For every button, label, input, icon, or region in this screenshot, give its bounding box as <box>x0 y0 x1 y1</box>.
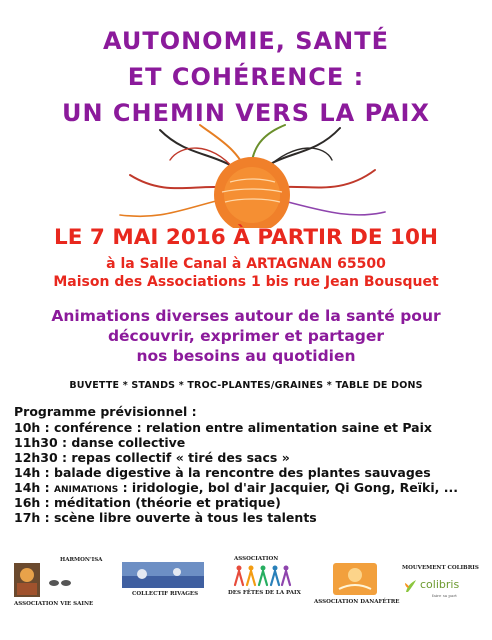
animations-list: : iridologie, bol d'air Jacquier, Qi Gong, Reïki, ... <box>118 480 458 495</box>
programme-item: 12h30 : repas collectif « tiré des sacs » <box>14 450 290 465</box>
danafetre-label: ASSOCIATION DANAFÉTRE <box>314 599 400 605</box>
colibris-tagline: faire sa part <box>432 593 457 598</box>
programme-item: 11h30 : danse collective <box>14 435 186 450</box>
title-line-2: ET COHÉRENCE : <box>127 63 365 91</box>
colibris-logo-text: colibris <box>420 578 460 591</box>
fetes-label-bottom: DES FÊTES DE LA PAIX <box>228 590 301 596</box>
programme-item: 16h : méditation (théorie et pratique) <box>14 495 281 510</box>
animations-line-1: Animations diverses autour de la santé pour <box>51 307 441 325</box>
title-line-1: AUTONOMIE, SANTÉ <box>103 27 389 55</box>
venue-line-2: Maison des Associations 1 bis rue Jean Bousquet <box>53 274 439 290</box>
colibris-bird-icon <box>404 578 418 594</box>
vie-saine-label: ASSOCIATION VIE SAINE <box>14 601 94 607</box>
sun-tendrils-illustration <box>100 120 400 228</box>
harmonisa-logo <box>14 563 76 597</box>
stands-line: BUVETTE * STANDS * TROC-PLANTES/GRAINES * TABLE DE DONS <box>69 380 423 391</box>
animations-line-3: nos besoins au quotidien <box>136 347 356 365</box>
fetes-paix-logo <box>230 563 292 587</box>
venue-line-1: à la Salle Canal à ARTAGNAN 65500 <box>106 256 386 272</box>
programme-time: 14h : <box>14 480 54 495</box>
fetes-label-top: ASSOCIATION <box>234 556 279 562</box>
rivages-logo <box>122 562 204 588</box>
harmonisa-label: HARMON'ISA <box>60 557 103 563</box>
programme-heading: Programme prévisionnel : <box>14 404 197 419</box>
event-date: LE 7 MAI 2016 À PARTIR DE 10H <box>54 225 438 250</box>
animations-line-2: découvrir, exprimer et partager <box>107 327 385 345</box>
programme-item: 17h : scène libre ouverte à tous les talents <box>14 510 317 525</box>
programme-item: 10h : conférence : relation entre alimentation saine et Paix <box>14 420 432 435</box>
danafetre-logo <box>333 563 377 595</box>
programme-item: 14h : balade digestive à la rencontre des plantes sauvages <box>14 465 431 480</box>
colibris-label-top: MOUVEMENT COLIBRIS <box>402 565 479 571</box>
rivages-label: COLLECTIF RIVAGES <box>132 591 199 597</box>
animations-label: ANIMATIONS <box>54 485 119 495</box>
title-line-3: UN CHEMIN VERS LA PAIX <box>62 99 430 127</box>
